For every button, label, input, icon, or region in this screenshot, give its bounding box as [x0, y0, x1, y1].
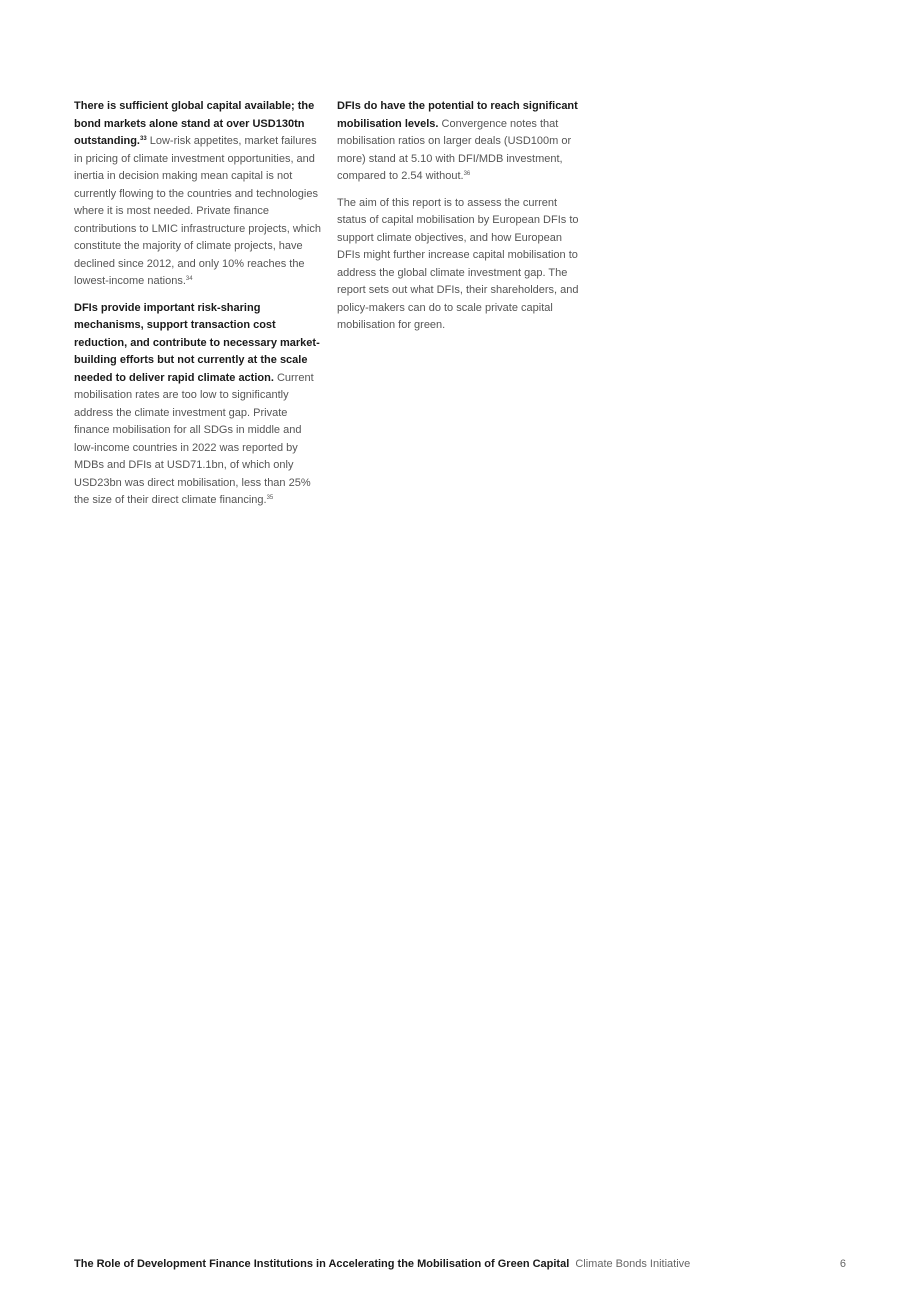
left-column — [74, 98, 324, 519]
footnote-ref[interactable]: 34 — [185, 276, 193, 282]
footer-report-title: The Role of Development Finance Institutions in Accelerating the Mobilisation of Green Capital — [74, 1258, 570, 1270]
page-number: 6 — [839, 1258, 846, 1270]
paragraph-body: Convergence notes that mobilisation ratios on larger deals (USD100m or more) stand at 5.10 with DFI/MDB investment, compared to 2.54 without. — [337, 117, 572, 182]
footnote-ref[interactable]: 36 — [463, 171, 471, 177]
paragraph-lead: DFIs do have the potential to reach significant mobilisation levels. — [337, 100, 578, 130]
page-footer — [74, 1256, 846, 1272]
paragraph-lead: DFIs provide important risk-sharing mechanisms, support transaction cost reduction, and contribute to necessary market-building efforts but not currently at the scale needed to deliver rapid climate action. — [74, 301, 320, 384]
paragraph-body: Low-risk appetites, market failures in pricing of climate investment opportunities, and inertia in decision making mean capital is not currently flowing to the countries and technologies where it is most needed. Private finance contributions to LMIC infrastructure projects, which constitute the majority of climate projects, have declined since 2012, and only 10% reaches the lowest-income nations. — [74, 135, 321, 287]
paragraph-report-aim — [337, 195, 587, 335]
paragraph-lead: There is sufficient global capital available; the bond markets alone stand at over USD130tn outstanding. — [74, 100, 315, 147]
footer-organization: Climate Bonds Initiative — [575, 1258, 691, 1270]
right-column — [337, 98, 587, 344]
footnote-ref[interactable]: 33 — [140, 136, 147, 142]
footnote-ref[interactable]: 35 — [266, 495, 274, 501]
paragraph-body: The aim of this report is to assess the current status of capital mobilisation by European DFIs to support climate objectives, and how European DFIs might further increase capital mobilisation to address the global climate investment gap. The report sets out what DFIs, their shareholders, and policy-makers can do to scale private capital mobilisation for green. — [337, 196, 579, 331]
paragraph-dfi-risk-sharing — [74, 300, 324, 510]
paragraph-dfi-potential — [337, 98, 587, 186]
paragraph-body: Current mobilisation rates are too low to significantly address the climate investment gap. Private finance mobilisation for all SDGs in middle and low-income countries in 2022 was reported by MDBs and DFIs at USD71.1bn, of which only USD23bn was direct mobilisation, less than 25% the size of their direct climate financing. — [74, 371, 314, 506]
paragraph-capital-available — [74, 98, 324, 291]
